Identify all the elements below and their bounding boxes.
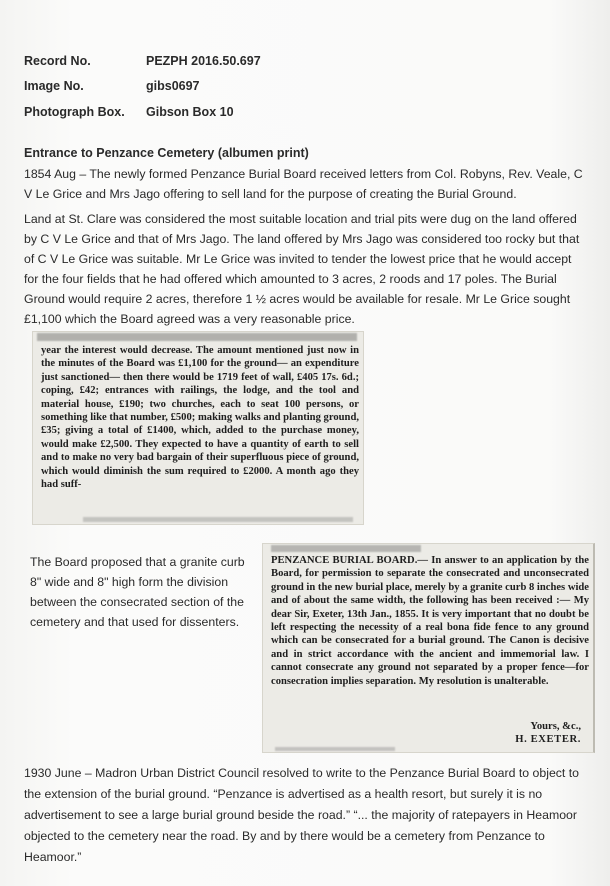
clipping-signature-block bbox=[515, 720, 581, 746]
clipping-letter-text: PENZANCE BURIAL BOARD.— In answer to an application by the Board, for permission to separate the consecrated and unconsecrated ground in the new burial place, merely by a granite curb 8 inches wide and of about the same width, the following has been received :— My dear Sir, Exeter, 13th Jan., 1855. It is very important that no doubt be left respecting the necessity of a real bona fide fence to any ground which can be consecrated for a burial ground. The Canon is decisive and in strict accordance with the ancient and immemorial law. I cannot consecrate any ground not separated by a proper fence—for consecration implies separation. My resolution is unalterable. bbox=[271, 555, 590, 687]
image-label: Image No. bbox=[24, 79, 84, 93]
clipping-signature: H. EXETER. bbox=[515, 734, 581, 745]
newspaper-clipping-costs bbox=[32, 331, 364, 525]
paragraph-1854: 1854 Aug – The newly formed Penzance Burial Board received letters from Col. Robyns, Rev. Veale, C V Le Grice and Mrs Jago offering to sell land for the purpose of creating the Burial Ground. bbox=[24, 167, 583, 201]
document-heading: Entrance to Penzance Cemetery (albumen print) bbox=[24, 146, 309, 160]
image-value: gibs0697 bbox=[146, 79, 200, 93]
newspaper-clipping-bishop-letter bbox=[262, 543, 595, 753]
paragraph-1930: 1930 June – Madron Urban District Council resolved to write to the Penzance Burial Board to object to the extension of the burial ground. “Penzance is advertised as a health resort, but surely it is no advertisement to see a large burial ground beside the road.” “... the majority of ratepayers in Heamoor objected to the cemetery near the road. By and by there would be a cemetery from Penzance to Heamoor.” bbox=[24, 766, 580, 864]
clipping-closing: Yours, &c., bbox=[530, 721, 581, 732]
box-label: Photograph Box. bbox=[24, 105, 125, 119]
paragraph-land: Land at St. Clare was considered the most suitable location and trial pits were dug on the land offered by C V Le Grice and that of Mrs Jago. The land offered by Mrs Jago was considered too rocky but that of C V Le Grice was suitable. Mr Le Grice was invited to tender the lowest price that he would accept for the four fields that he had offered which amounted to 3 acres, 2 roods and 17 poles. The Burial Ground would require 2 acres, therefore 1 ½ acres would be available for resale. Mr Le Grice sought £1,100 which the Board agreed was a very reasonable price. bbox=[24, 212, 580, 326]
clipping-costs-text: year the interest would decrease. The amount mentioned just now in the minutes of the Board was £1,100 for the ground— an expenditure just sanctioned— then there would be 1719 feet of wall, £405 17s. 6d.; coping, £42; entrances with railings, the lodge, and the tool and material house, £190; two churches, each to seat 100 persons, or something like that number, £500; making walks and planting ground, £35; giving a total of £1400, which, added to the purchase money, would make £2,500. They expected to have a quantity of earth to sell and to make no very bad bargain of their superfluous piece of ground, which would diminish the sum required to £2000. A month ago they had suff- bbox=[41, 345, 359, 491]
box-value: Gibson Box 10 bbox=[146, 105, 234, 119]
record-label: Record No. bbox=[24, 54, 91, 68]
record-value: PEZPH 2016.50.697 bbox=[146, 54, 261, 68]
paragraph-granite-curb: The Board proposed that a granite curb 8" wide and 8" high form the division between the consecrated section of the cemetery and that used for dissenters. bbox=[30, 555, 245, 629]
